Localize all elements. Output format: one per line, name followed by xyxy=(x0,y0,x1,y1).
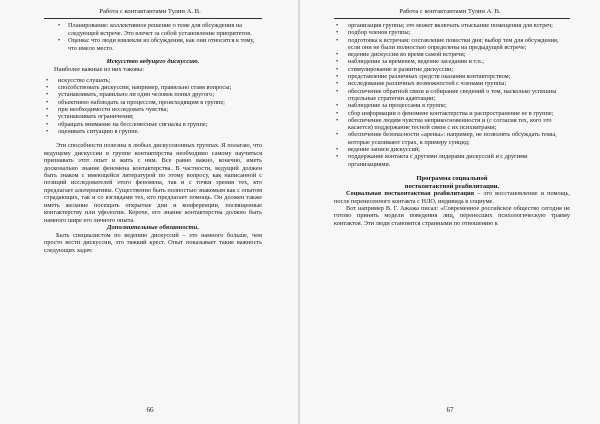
lead-text: Наиболее важные из них таковы: xyxy=(54,66,144,74)
header-rule xyxy=(44,18,262,19)
subheading: Дополнительные обязанности. xyxy=(106,224,199,232)
list-item: • наблюдение за временем, ведение заседания и т.п.; xyxy=(334,58,570,65)
list-item: • обеспечение безопасности «арены»: например, не позволять обсуждать темы, которые усиливают страх, к примеру суицид; xyxy=(334,131,570,146)
list-item: • поддержание контакта с другими лидерами дискуссий и с другими организациями. xyxy=(334,153,570,168)
list-item: • исследование различных возможностей с членами группы; xyxy=(334,80,570,87)
list-item: • представление различных средств оказания контактерством; xyxy=(334,73,570,80)
list-item: • ведение дискуссии во время самой встречи; xyxy=(334,51,570,58)
running-head: Работа с контактантами Тулин А. В. xyxy=(399,8,501,15)
list-item: • оценивать ситуацию в группе. xyxy=(44,128,262,135)
body-paragraph: Быть специалистом по ведению дискуссий – это намного больше, чем просто вести дискуссии, это тяжкий крест. Опыт показывает такие важность следующих задач: xyxy=(44,231,262,254)
list-item: • подбор членов группы; xyxy=(334,29,570,36)
planning-list xyxy=(44,22,262,52)
list-item: • ведение записи дискуссий; xyxy=(334,146,570,153)
body-paragraph: Вот например В. Г. Ажажа писал: «Современное российское общество сегодня не готово принять модели поведения лиц, перенесших психологическую травму контактов. Эти люди становятся странными по отношению к xyxy=(334,205,570,227)
list-item: • искусство слушать; xyxy=(44,77,262,84)
list-item: • обеспечение людям чувства неприкосновенности и (с согласия тех, кого это касается) поддержание тесной связи с их психиатрами; xyxy=(334,117,570,132)
list-item: • организация группы; это может включать отыскание помещения для встреч; xyxy=(334,22,570,29)
tasks-list xyxy=(334,22,570,168)
skills-list xyxy=(44,77,262,135)
page-number: 66 xyxy=(146,406,154,414)
program-heading: постконтактной реабилитации. xyxy=(404,182,500,190)
list-item: • обеспечение обратной связи и собирание сведений о том, насколько успешны отдельные стратегии адаптации; xyxy=(334,88,570,103)
term-definition: – это восстановление и помощь, после перенесенного контакта с НЛО, индивида в социуме. xyxy=(334,190,570,205)
list-item: • подготовка к встречам: составление повестки дня; выбор тем для обсуждения, если они не были полностью определены на предыдущей встрече; xyxy=(334,37,570,52)
list-item: • Планирование: коллективное решение о теме для обсуждения на следующей встрече. Это влечет за собой установление приоритетов. xyxy=(44,22,262,37)
running-head: Работа с контактантами Тулин А. В. xyxy=(99,8,201,15)
right-page xyxy=(300,0,600,424)
body-paragraph xyxy=(334,190,570,205)
section-heading: Искусство ведущего дискуссию. xyxy=(106,58,200,66)
list-item: • устанавливать, правильно ли один человек понял другого; xyxy=(44,91,262,98)
page-number: 67 xyxy=(446,406,454,414)
program-heading: Программа социальной xyxy=(416,174,488,182)
term-bold: Социальная постконтактная реабилитация xyxy=(346,190,475,198)
list-item: • устанавливать ограничения; xyxy=(44,113,262,120)
list-item: • наблюдение за процессами в группе; xyxy=(334,102,570,109)
body-paragraph: Эти способности полезны в любых дискуссионных группах. Я полагаю, что ведущему дискуссии в группе контактерства необходимо самому научиться признавать этот опыт и жить с ним. Все равно важно, конечно, иметь досконально знание феномена контактерства. В частности, ведущий должен быть знаком с имеющейся литературой по этому вопросу, как написанной с позиций исследователей этого феномена, так и с точки зрения тех, кто предлагает альтернативы. Существенно быть полностью знакомым как с опытом страдающих, так и со взглядами тех, кто предлагает помощь. Он должен также иметь желание посещать открытые дни и конференции, посвященные контактерству или уфологии. Короче, его знание контактерства должно быть намного шире его личного опыта. xyxy=(44,142,262,224)
list-item: • Оценка: что люди извлекли из обсуждения, как они относятся к тому, что имело место. xyxy=(44,37,262,52)
list-item: • стимулирование и развитие дискуссии; xyxy=(334,66,570,73)
header-rule xyxy=(334,18,570,19)
list-item: • способствовать дискуссии, например, правильно ставя вопросы; xyxy=(44,84,262,91)
list-item: • объективно наблюдать за процессом, происходящим в группе; xyxy=(44,99,262,106)
list-item: • сбор информации о феномене контактерства и распространение ее в группе; xyxy=(334,110,570,117)
list-item: • обращать внимание на бессловесные сигналы в группе; xyxy=(44,121,262,128)
list-item: • при необходимости исследовать чувства; xyxy=(44,106,262,113)
